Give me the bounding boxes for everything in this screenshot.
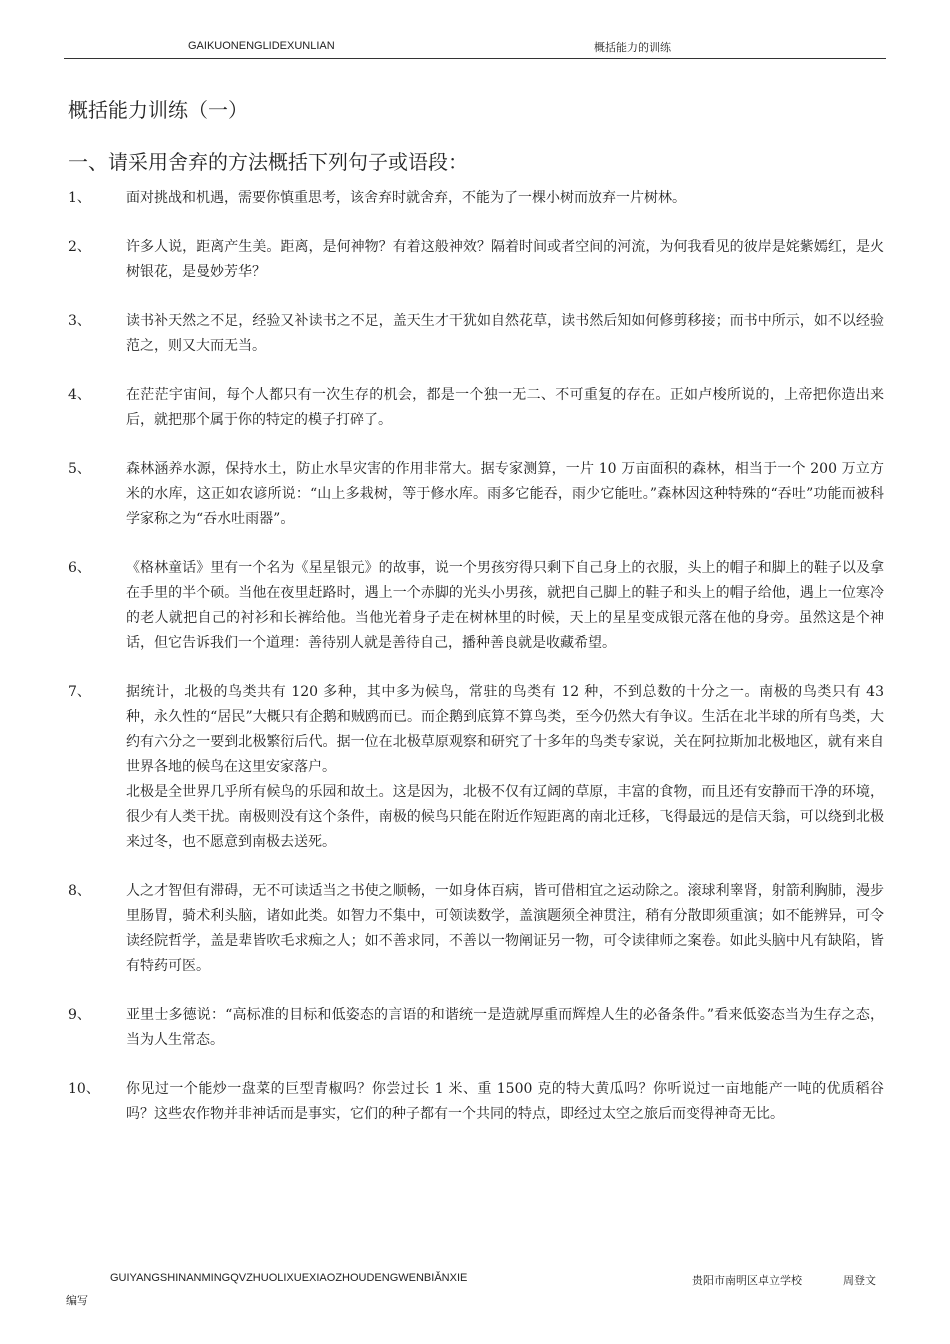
item-paragraph: 人之才智但有滞碍，无不可读适当之书使之顺畅，一如身体百病，皆可借相宜之运动除之。滚球利睾肾，射箭利胸肺，漫步里肠胃，骑术利头脑，诸如此类。如智力不集中，可领读数学，盖演题须全神贯注，稍有分散即须重演；如不能辨异，可令读经院哲学，盖是辈皆吹毛求痴之人；如不善求同，不善以一物阐证另一物，可令读律师之案卷。如此头脑中凡有缺陷，皆有特药可医。: [126, 883, 884, 974]
exercise-item-6: [68, 556, 884, 656]
item-number: 10、: [68, 1081, 100, 1097]
footer-author: 周登文: [843, 1275, 876, 1287]
item-paragraph: 《格林童话》里有一个名为《星星银元》的故事，说一个男孩穷得只剩下自己身上的衣服，头上的帽子和脚上的鞋子以及拿在手里的半个硕。当他在夜里赶路时，遇上一个赤脚的光头小男孩，就把自己脚上的鞋子和头上的帽子给他，遇上一位寒冷的老人就把自己的衬衫和长裤给他。当他光着身子走在树林里的时候，天上的星星变成银元落在他的身旁。虽然这是个神话，但它告诉我们一个道理：善待别人就是善待自己，播种善良就是收藏希望。: [126, 560, 884, 651]
exercise-item-9: [68, 1003, 884, 1053]
item-number: 5、: [68, 461, 91, 477]
exercise-item-8: [68, 879, 884, 979]
item-paragraph: 许多人说，距离产生美。距离，是何神物？有着这般神效？隔着时间或者空间的河流，为何我看见的彼岸是姹紫嫣红，是火树银花，是曼妙芳华？: [126, 239, 884, 280]
header-left-text: GAIKUONENGLIDEXUNLIAN: [188, 40, 335, 52]
footer-school: 贵阳市南明区卓立学校: [692, 1275, 802, 1287]
exercise-list: [68, 186, 884, 1151]
item-paragraph: 你见过一个能炒一盘菜的巨型青椒吗？你尝过长 1 米、重 1500 克的特大黄瓜吗？你听说过一亩地能产一吨的优质稻谷吗？这些农作物并非神话而是事实，它们的种子都有一个共同的特点，即经过太空之旅后而变得神奇无比。: [126, 1081, 884, 1122]
exercise-item-7: [68, 680, 884, 855]
item-number: 2、: [68, 239, 91, 255]
section-heading: 一、请采用舍弃的方法概括下列句子或语段：: [68, 150, 468, 174]
exercise-item-2: [68, 235, 884, 285]
exercise-item-3: [68, 309, 884, 359]
footer-pinyin: GUIYANGSHINANMINGQVZHUOLIXUEXIAOZHOUDENGWENBIǍNXIE: [110, 1272, 468, 1284]
exercise-item-5: [68, 457, 884, 532]
item-paragraph: 亚里士多德说：“高标准的目标和低姿态的言语的和谐统一是造就厚重而辉煌人生的必备条件。”看来低姿态当为生存之态，当为人生常态。: [126, 1007, 884, 1048]
item-number: 4、: [68, 387, 91, 403]
item-number: 1、: [68, 190, 91, 206]
exercise-item-4: [68, 383, 884, 433]
header-right-text: 概括能力的训练: [594, 42, 671, 54]
item-paragraph: 森林涵养水源，保持水土，防止水旱灾害的作用非常大。据专家测算，一片 10 万亩面积的森林，相当于一个 200 万立方米的水库，这正如农谚所说：“山上多栽树，等于修水库。雨多它能吞，雨少它能吐。”森林因这种特殊的“吞吐”功能而被科学家称之为“吞水吐雨器”。: [126, 461, 884, 527]
item-number: 7、: [68, 684, 91, 700]
item-paragraph: 读书补天然之不足，经验又补读书之不足，盖天生才干犹如自然花草，读书然后知如何修剪移接；而书中所示，如不以经验范之，则又大而无当。: [126, 313, 884, 354]
exercise-item-1: [68, 186, 884, 211]
item-paragraph: 据统计，北极的鸟类共有 120 多种，其中多为候鸟，常驻的鸟类有 12 种，不到总数的十分之一。南极的鸟类只有 43 种，永久性的“居民”大概只有企鹅和贼鸥而已。而企鹅到底算不算鸟类，至今仍然大有争议。生活在北半球的所有鸟类，大约有六分之一要到北极繁衍后代。据一位在北极草原观察和研究了十多年的鸟类专家说，关在阿拉斯加北极地区，就有来自世界各地的候鸟在这里安家落户。: [126, 684, 884, 775]
item-number: 3、: [68, 313, 91, 329]
item-paragraph: 在茫茫宇宙间，每个人都只有一次生存的机会，都是一个独一无二、不可重复的存在。正如卢梭所说的，上帝把你造出来后，就把那个属于你的特定的模子打碎了。: [126, 387, 884, 428]
item-paragraph: 北极是全世界几乎所有候鸟的乐园和故土。这是因为，北极不仅有辽阔的草原，丰富的食物，而且还有安静而干净的环境，很少有人类干扰。南极则没有这个条件，南极的候鸟只能在附近作短距离的南北迁移，飞得最远的是信天翁，可以绕到北极来过冬，也不愿意到南极去送死。: [126, 784, 884, 850]
item-number: 8、: [68, 883, 91, 899]
footer-bianxie: 编写: [66, 1295, 88, 1307]
item-number: 6、: [68, 560, 91, 576]
exercise-item-10: [68, 1077, 884, 1127]
doc-title: 概括能力训练（一）: [68, 98, 248, 122]
item-paragraph: 面对挑战和机遇，需要你慎重思考，该舍弃时就舍弃，不能为了一棵小树而放弃一片树林。: [126, 190, 686, 206]
page-header: [64, 38, 886, 59]
item-number: 9、: [68, 1007, 91, 1023]
